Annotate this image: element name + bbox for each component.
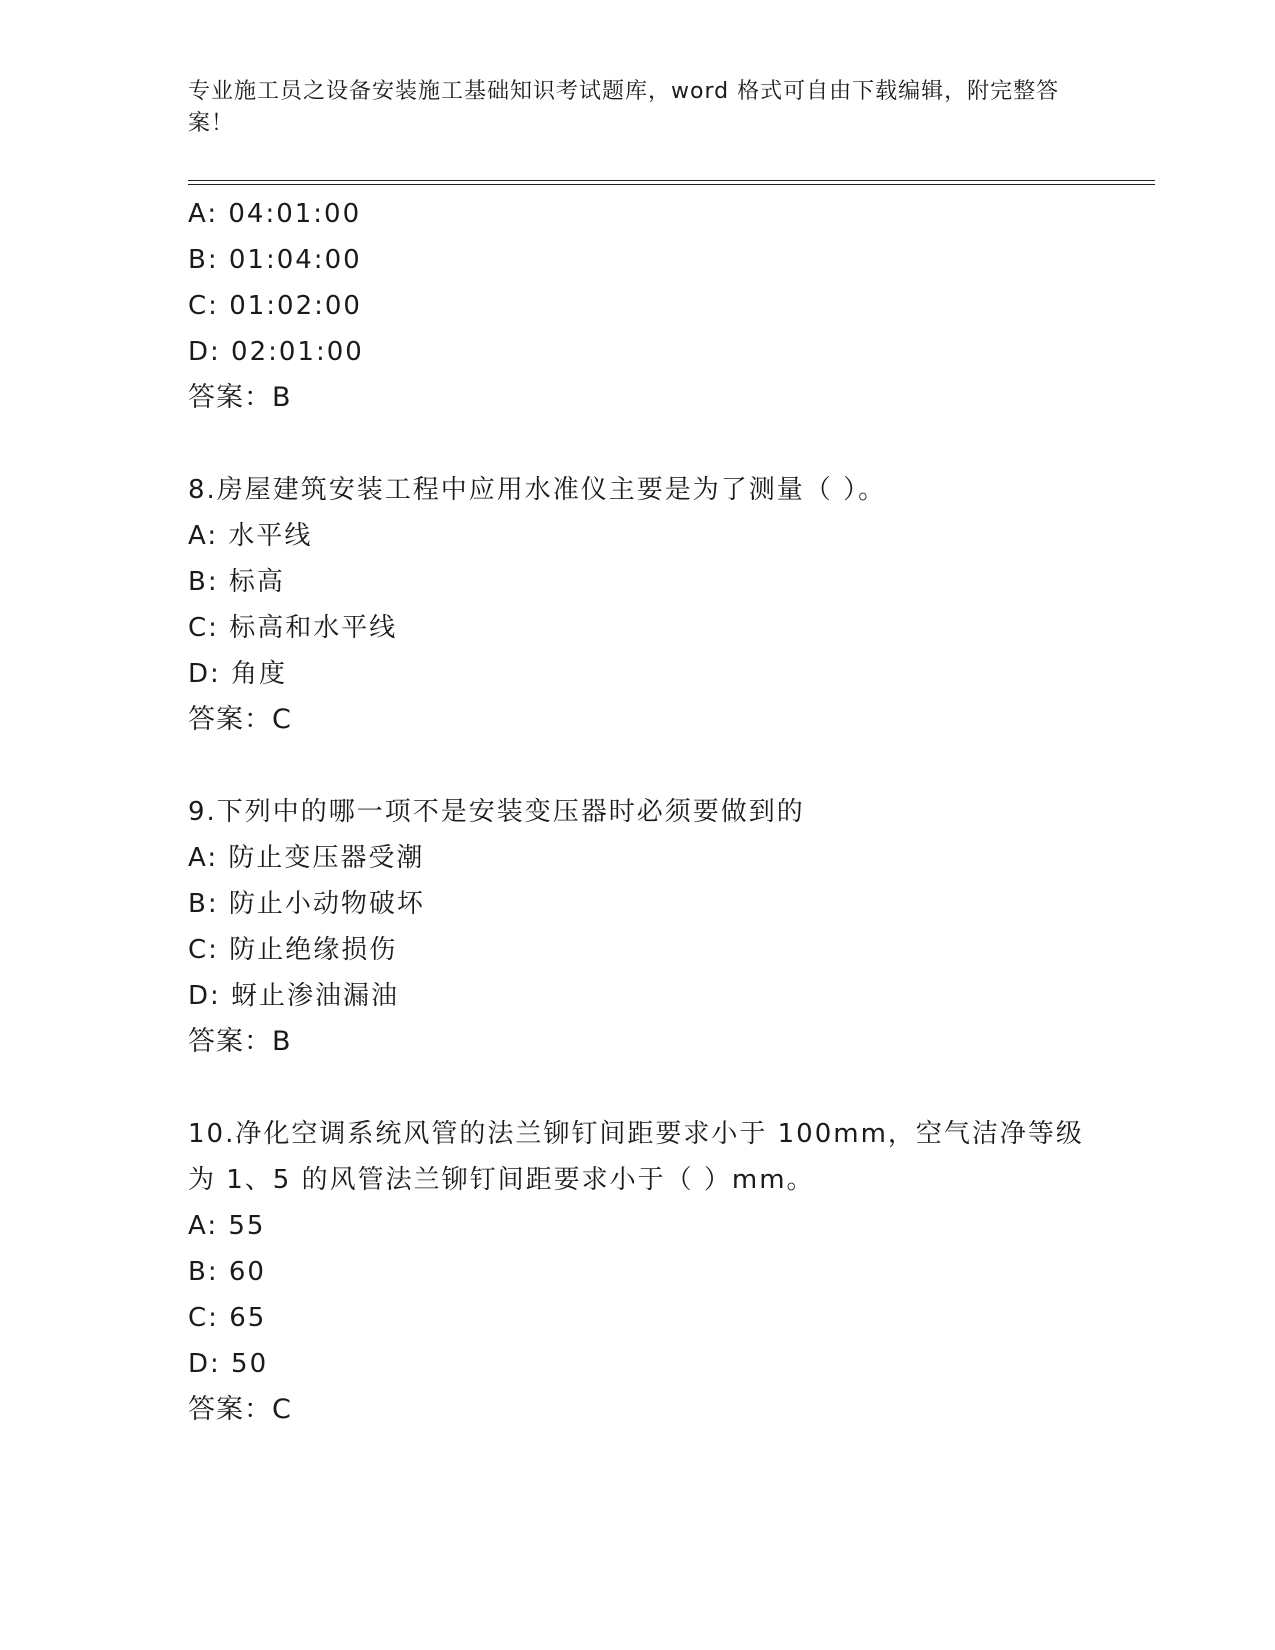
option-d: D: 50	[188, 1349, 269, 1379]
option-a: A: 55	[188, 1211, 266, 1241]
answer: 答案：C	[188, 1394, 292, 1425]
option-b: B: 标高	[188, 567, 285, 597]
document-header: 专业施工员之设备安装施工基础知识考试题库，word 格式可自由下载编辑，附完整答案！	[188, 79, 1060, 136]
question-text-line-1: 10.净化空调系统风管的法兰铆钉间距要求小于 100mm，空气洁净等级	[188, 1119, 1084, 1149]
answer: 答案：C	[188, 704, 292, 735]
question-8	[188, 467, 1088, 743]
option-a: A: 04:01:00	[188, 199, 362, 229]
answer: 答案：B	[188, 1026, 292, 1057]
question-text-line-2: 为 1、5 的风管法兰铆钉间距要求小于（ ）mm。	[188, 1165, 815, 1195]
option-b: B: 01:04:00	[188, 245, 362, 275]
option-d: D: 02:01:00	[188, 337, 364, 367]
option-a: A: 防止变压器受潮	[188, 843, 425, 873]
header-rule-bottom	[188, 184, 1155, 185]
question-list	[188, 191, 1088, 1433]
option-b: B: 60	[188, 1257, 266, 1287]
question-9	[188, 789, 1088, 1065]
option-c: C: 65	[188, 1303, 267, 1333]
header-rule-top	[188, 180, 1155, 181]
question-text: 9.下列中的哪一项不是安装变压器时必须要做到的	[188, 797, 805, 827]
question-text: 8.房屋建筑安装工程中应用水准仪主要是为了测量（ ）。	[188, 475, 887, 505]
option-b: B: 防止小动物破坏	[188, 889, 425, 919]
option-a: A: 水平线	[188, 521, 313, 551]
option-d: D: 蚜止渗油漏油	[188, 981, 400, 1011]
option-d: D: 角度	[188, 659, 288, 689]
option-c: C: 01:02:00	[188, 291, 362, 321]
option-c: C: 防止绝缘损伤	[188, 935, 398, 965]
option-c: C: 标高和水平线	[188, 613, 398, 643]
question-10	[188, 1111, 1088, 1433]
answer: 答案：B	[188, 382, 292, 413]
question-7	[188, 191, 1088, 421]
